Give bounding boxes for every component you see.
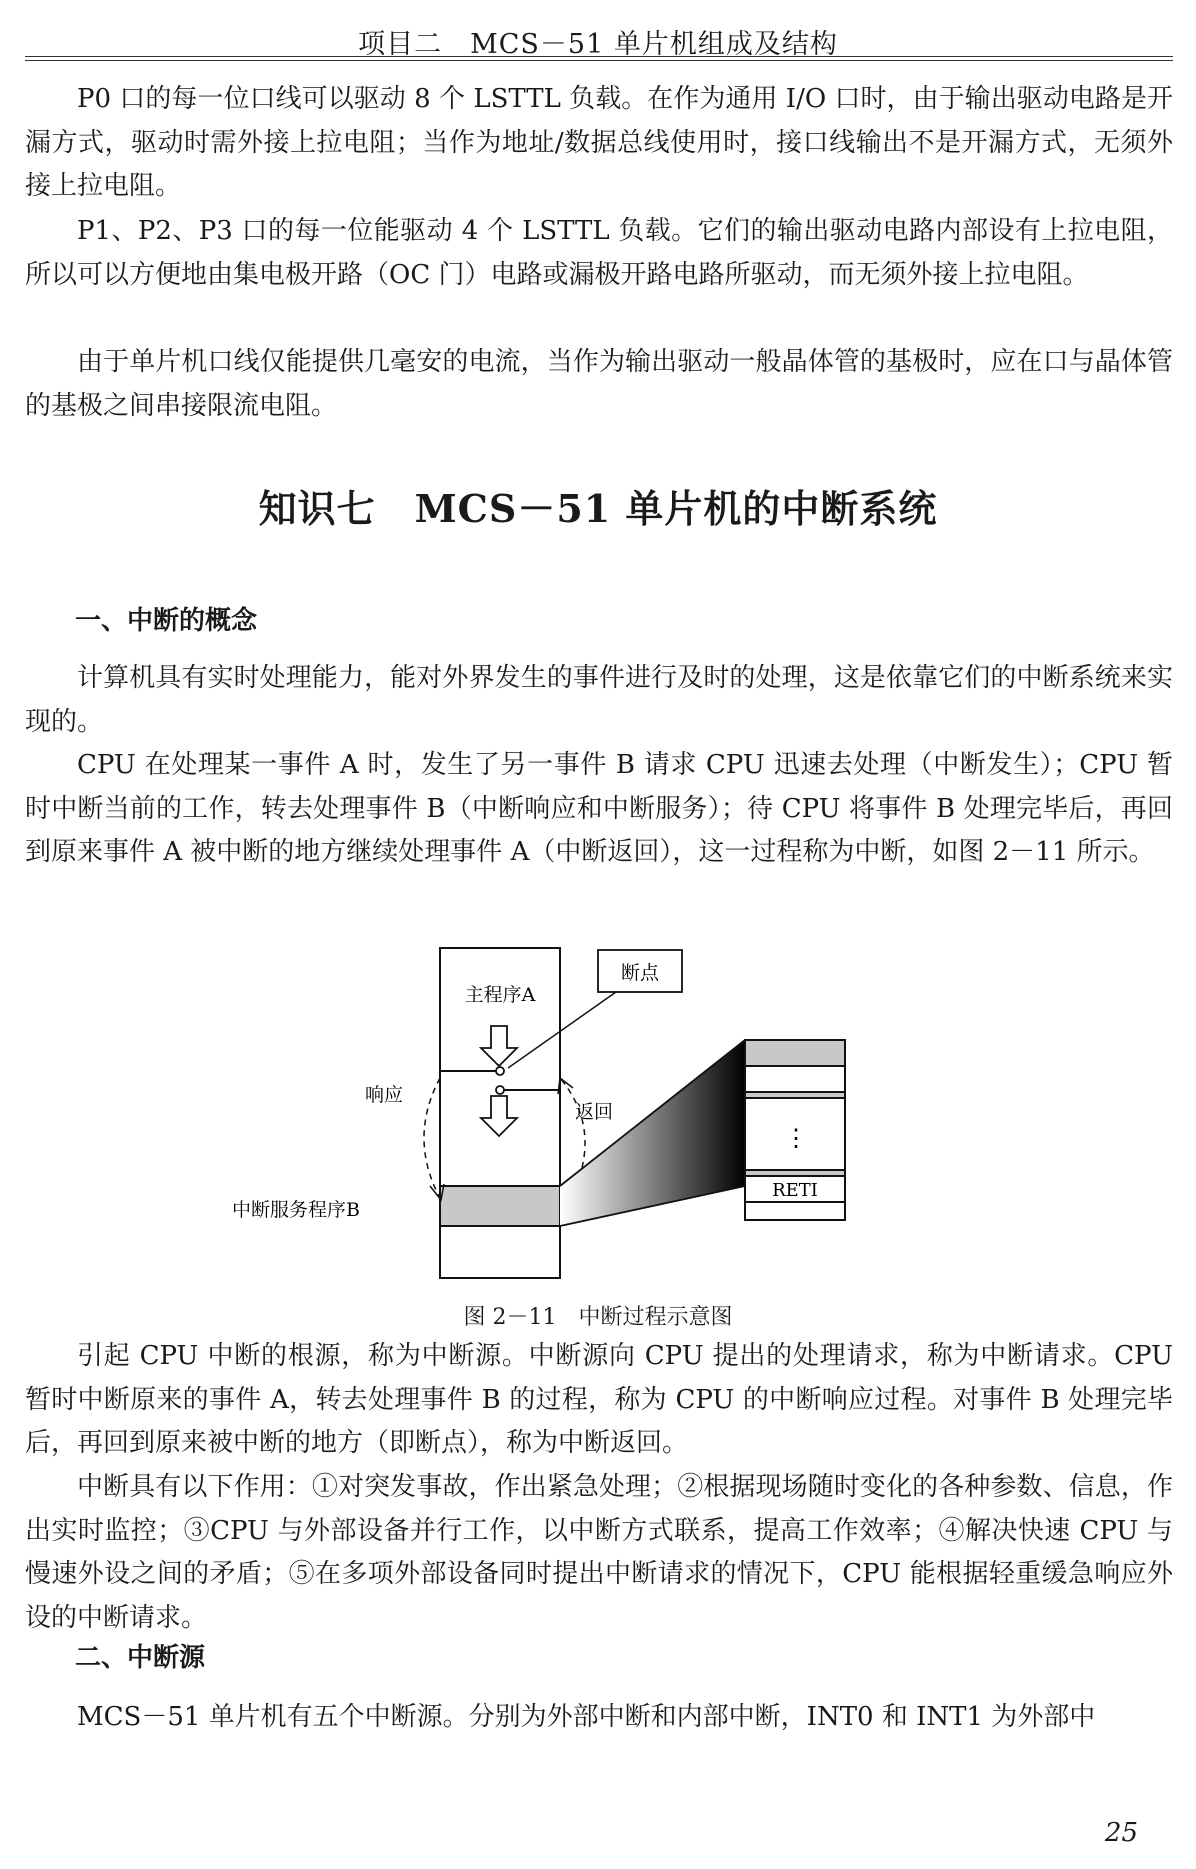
ellipsis-dots: ⋮ xyxy=(784,1124,808,1152)
paragraph-interrupt-source: 引起 CPU 中断的根源，称为中断源。中断源向 CPU 提出的处理请求，称为中断请求。CPU 暂时中断原来的事件 A，转去处理事件 B 的过程，称为 CPU 的中断响应过程。对事件 B 处理完毕后，再回到原来被中断的地方（即断点），称为中断返回。 xyxy=(25,1341,1173,1458)
header-rule-thin xyxy=(25,60,1173,61)
breakpoint-marker xyxy=(496,1067,504,1075)
subsection-heading-1: 一、中断的概念 xyxy=(75,606,258,636)
paragraph-current-limit: 由于单片机口线仅能提供几毫安的电流，当作为输出驱动一般晶体管的基极时，应在口与晶体管的基极之间串接限流电阻。 xyxy=(25,347,1173,421)
main-program-label: 主程序A xyxy=(464,984,536,1006)
section-title: 知识七 MCS－51 单片机的中断系统 xyxy=(258,486,938,531)
paragraph-interrupt-definition: CPU 在处理某一事件 A 时，发生了另一事件 B 请求 CPU 迅速去处理（中断发生）；CPU 暂时中断当前的工作，转去处理事件 B（中断响应和中断服务）；待 CPU 将事件 B 处理完毕后，再回到原来事件 A 被中断的地方继续处理事件 A（中断返回），这一过程称为中断，如图 2－11 所示。 xyxy=(25,750,1173,867)
page-number: 25 xyxy=(1104,1818,1138,1848)
running-header: 项目二 MCS－51 单片机组成及结构 xyxy=(358,29,838,60)
header-rule xyxy=(25,56,1173,57)
paragraph-realtime: 计算机具有实时处理能力，能对外界发生的事件进行及时的处理，这是依靠它们的中断系统来实现的。 xyxy=(25,663,1173,737)
figure-caption: 图 2－11 中断过程示意图 xyxy=(463,1305,733,1330)
interrupt-process-figure xyxy=(232,938,950,1283)
subsection-heading-2: 二、中断源 xyxy=(75,1643,206,1673)
breakpoint-marker xyxy=(496,1086,504,1094)
respond-label: 响应 xyxy=(365,1084,404,1106)
paragraph-interrupt-functions: 中断具有以下作用：①对突发事故，作出紧急处理；②根据现场随时变化的各种参数、信息，作出实时监控；③CPU 与外部设备并行工作，以中断方式联系，提高工作效率；④解决快速 CPU 与慢速外设之间的矛盾；⑤在多项外部设备同时提出中断请求的情况下，CPU 能根据轻重缓急响应外设的中断请求。 xyxy=(25,1472,1173,1633)
reti-label: RETI xyxy=(772,1180,818,1201)
breakpoint-label: 断点 xyxy=(620,962,660,984)
service-routine-label: 中断服务程序B xyxy=(232,1199,360,1221)
paragraph-p1-p3: P1、P2、P3 口的每一位能驱动 4 个 LSTTL 负载。它们的输出驱动电路内部设有上拉电阻，所以可以方便地由集电极开路（OC 门）电路或漏极开路电路所驱动，而无须外接上拉电阻。 xyxy=(25,216,1173,290)
paragraph-five-sources: MCS－51 单片机有五个中断源。分别为外部中断和内部中断，INT0 和 INT1 为外部中 xyxy=(77,1702,1096,1732)
paragraph-p0: P0 口的每一位口线可以驱动 8 个 LSTTL 负载。在作为通用 I/O 口时，由于输出驱动电路是开漏方式，驱动时需外接上拉电阻；当作为地址/数据总线使用时，接口线输出不是开漏方式，无须外接上拉电阻。 xyxy=(25,84,1173,201)
return-label: 返回 xyxy=(575,1101,614,1123)
